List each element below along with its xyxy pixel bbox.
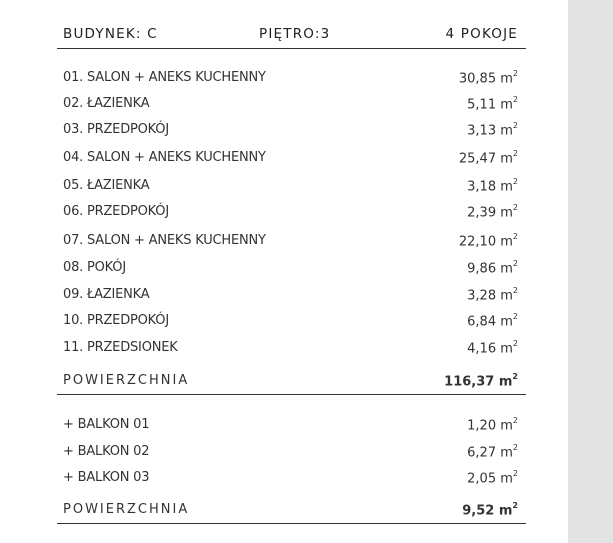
room-row [63, 260, 518, 280]
room-row-area: 30,85 $m^2$ [458, 69, 518, 87]
room-row [63, 122, 518, 142]
room-row-area: 4,16 $m^2$ [467, 339, 518, 357]
balconies-total-divider [57, 523, 526, 524]
room-row-label: 03. PRZEDPOKÓJ [63, 122, 169, 137]
balcony-row-area: 1,20 $m^2$ [467, 416, 518, 434]
side-panel [568, 0, 613, 543]
balcony-row-label: + BALKON 02 [63, 444, 150, 459]
room-row [63, 340, 518, 360]
room-row-label: 09. ŁAZIENKA [63, 287, 150, 302]
rooms-total-label: POWIERZCHNIA [63, 373, 190, 388]
room-row [63, 70, 518, 90]
room-row-label: 07. SALON + ANEKS KUCHENNY [63, 233, 266, 248]
room-row-label: 01. SALON + ANEKS KUCHENNY [63, 70, 266, 85]
room-row-label: 06. PRZEDPOKÓJ [63, 204, 169, 219]
rooms-total-divider [57, 394, 526, 395]
building-label: BUDYNEK: C [63, 26, 158, 42]
room-row-area: 3,28 $m^2$ [467, 286, 518, 304]
floor-label: PIĘTRO:3 [259, 26, 331, 42]
balcony-row [63, 470, 518, 490]
balcony-row-label: + BALKON 01 [63, 417, 150, 432]
room-row-area: 3,13 $m^2$ [467, 121, 518, 139]
rooms-count-label: 4 POKOJE [445, 26, 518, 42]
balcony-row [63, 417, 518, 437]
room-row-label: 11. PRZEDSIONEK [63, 340, 178, 355]
room-row-area: 2,39 $m^2$ [467, 203, 518, 221]
header-divider [57, 48, 526, 49]
room-row [63, 204, 518, 224]
room-row [63, 96, 518, 116]
rooms-total-value: 116,37 $m^2$ [444, 372, 518, 390]
rooms-total-row [63, 373, 518, 393]
balconies-total-row [63, 502, 518, 522]
balcony-row-label: + BALKON 03 [63, 470, 150, 485]
room-row-area: 3,18 $m^2$ [467, 177, 518, 195]
room-row-area: 6,84 $m^2$ [467, 312, 518, 330]
room-row-label: 04. SALON + ANEKS KUCHENNY [63, 150, 266, 165]
balcony-row-area: 6,27 $m^2$ [467, 443, 518, 461]
room-row-label: 05. ŁAZIENKA [63, 178, 150, 193]
balcony-row [63, 444, 518, 464]
balcony-row-area: 2,05 $m^2$ [467, 469, 518, 487]
room-row-label: 02. ŁAZIENKA [63, 96, 150, 111]
room-row-area: 25,47 $m^2$ [458, 149, 518, 167]
balconies-total-label: POWIERZCHNIA [63, 502, 190, 517]
room-row-area: 9,86 $m^2$ [467, 259, 518, 277]
room-row-area: 5,11 $m^2$ [467, 95, 518, 113]
room-row [63, 313, 518, 333]
room-row-area: 22,10 $m^2$ [458, 232, 518, 250]
room-row-label: 08. POKÓJ [63, 260, 126, 275]
balconies-total-value: 9,52 $m^2$ [462, 501, 518, 519]
room-row-label: 10. PRZEDPOKÓJ [63, 313, 169, 328]
room-row [63, 178, 518, 198]
header-row [57, 26, 526, 46]
room-row [63, 233, 518, 253]
room-row [63, 287, 518, 307]
room-row [63, 150, 518, 170]
